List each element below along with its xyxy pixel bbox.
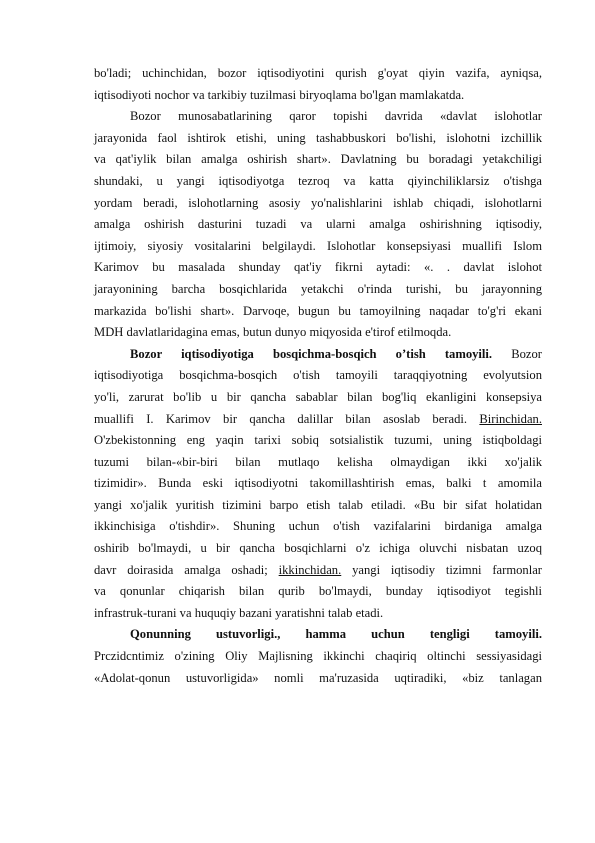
text-line: infrastruk-turani va huquqiy bazani yaratishni talab etadi. [94,605,384,620]
document-body [94,63,542,689]
inline-text: muallifi I. Karimov bir qancha dalillar bilan asoslab beradi. [94,411,468,426]
inline-text: yangi iqtisodiy tizimni farmonlar [352,562,542,577]
text-line: yo'li, zarurat bo'lib u bir qancha sabablar bilan bog'liq ekanligini konsepsiya [94,389,542,404]
text-line: iqtisodiyotiga bosqichma-bosqich o'tish tamoyili taraqqiyotning evolyutsion [94,368,542,383]
text-line: shundaki, u yangi iqtisodiyotga tezroq va katta qiyinchiliklarsiz o'tishga [94,173,542,188]
paragraph-2 [94,106,542,344]
text-line: oshirib bo'lmaydi, u bir qancha bosqichlarni o'z ichiga oluvchi nisbatan uzoq [94,541,542,556]
text-line: tizimidir». Bunda eski iqtisodiyotni takomillashtirish emas, balki t amomila [94,476,542,491]
text-line: «Adolat-qonun ustuvorligida» nomli ma'ruzasida uqtiradiki, «biz tanlagan [94,670,542,685]
text-line: ikkinchisiga o'tishdir». Shuning uchun o'tish vazifalarini birdaniga amalga [94,519,542,534]
underlined-marker: Birinchidan. [479,411,542,426]
text-line [94,409,542,431]
text-line: tuzumi bilan-«bir-biri bilan mutlaqo kelisha olmaydigan ikki xo'jalik [94,454,542,469]
paragraph-1 [94,63,542,106]
text-line: iqtisodiyoti nochor va tarkibiy tuzilmasi biryoqlama bo'lgan mamlakatda. [94,87,465,102]
section-heading: Qonunning ustuvorligi., hamma uchun tengligi tamoyili. [130,627,542,642]
text-line: jarayonida faol ishtirok etishi, uning tashabbuskori bo'lishi, islohotni izchillik [94,130,542,145]
text-line: Karimov bu masalada shunday qat'iy fikrni aytadi: «. . davlat islohot [94,260,542,275]
text-line: MDH davlatlaridagina emas, butun dunyo miqyosida e'tirof etilmoqda. [94,325,452,340]
inline-text: davr doirasida amalga oshadi; [94,562,268,577]
text-line: va qonunlar chiqarish bilan qurib bo'lmaydi, bunday iqtisodiyot tegishli [94,584,542,599]
text-line: yordam beradi, islohotlarning asosiy yo'nalishlarini ishlab chiqadi, islohotlarni [94,195,542,210]
paragraph-3 [94,344,542,625]
text-line: jarayonining barcha bosqichlarida yetakchi o'rinda turishi, bu jarayonning [94,281,542,296]
text-line: yangi xo'jalik yuritish tizimini barpo etish talab etiladi. «Bu bir sifat holatidan [94,497,542,512]
text-line: ijtimoiy, siyosiy vositalarini belgilaydi. Islohotlar konsepsiyasi muallifi Islom [94,238,542,253]
text-line: O'zbekistonning eng yaqin tarixi sobiq sotsialistik tuzumi, uning istiqboldagi [94,433,542,448]
inline-text: Bozor [511,346,542,361]
text-line: markazida bo'lishi shart». Darvoqe, bugun bu tamoyilning naqadar to'g'ri ekani [94,303,542,318]
text-line [94,344,542,366]
text-line [94,560,542,582]
text-line: bo'ladi; uchinchidan, bozor iqtisodiyotini qurish g'oyat qiyin vazifa, ayniqsa, [94,66,542,80]
text-line: amalga oshirish dasturini tuzadi va ularni amalga oshirishning iqtisodiy, [94,217,542,232]
paragraph-4 [94,624,542,689]
underlined-marker: ikkinchidan. [278,562,342,577]
text-line: va qat'iylik bilan amalga oshirish shart». Davlatning bu boradagi yetakchiligi [94,152,542,167]
section-heading: Bozor iqtisodiyotiga bosqichma-bosqich o’tish tamoyili. [130,346,493,361]
text-line: Bozor munosabatlarining qaror topishi davrida «davlat islohotlar [130,109,542,124]
text-line: Prczidcntimiz o'zining Oliy Majlisning ikkinchi chaqiriq oltinchi sessiyasidagi [94,649,542,664]
